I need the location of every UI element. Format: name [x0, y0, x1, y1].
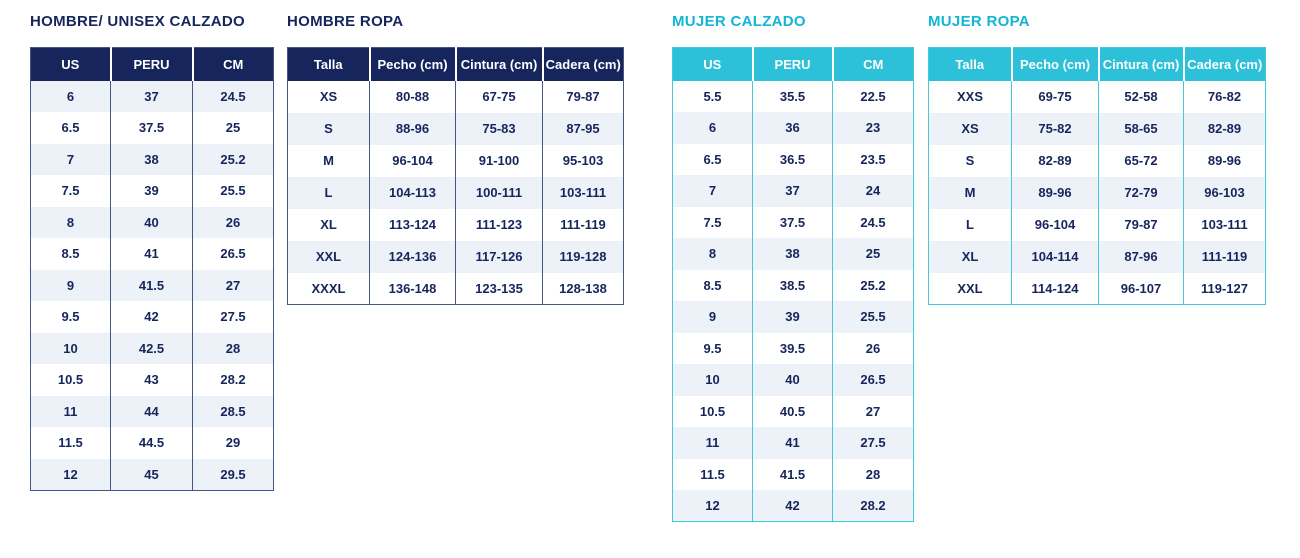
table-cell: 28 — [865, 466, 881, 482]
table-cell: 79-87 — [1099, 209, 1184, 241]
table-row — [288, 113, 624, 145]
table-cell: 82-89 — [1012, 145, 1099, 177]
column-header: Cadera (cm) — [543, 48, 624, 81]
header-row — [673, 48, 914, 81]
table-cell: 117-126 — [456, 241, 543, 273]
table-cell: 96-104 — [1012, 209, 1099, 241]
column-header: CM — [193, 48, 274, 81]
table-cell: 10.5 — [31, 364, 111, 396]
table-cell: XS — [929, 113, 1012, 145]
table-cell: 25.5 — [833, 301, 914, 333]
size-table — [672, 47, 914, 522]
table-cell: 41.5 — [753, 459, 833, 491]
table-cell: 28.2 — [833, 490, 914, 522]
table-cell: 41.5 — [111, 270, 193, 302]
table-cell: 26 — [193, 207, 274, 239]
table-cell: 75-83 — [456, 113, 543, 145]
table-cell: 96-103 — [1184, 177, 1266, 209]
table-cell: 42.5 — [111, 333, 193, 365]
table-row — [673, 175, 914, 207]
table-cell: 100-111 — [456, 177, 543, 209]
table-cell: 7.5 — [673, 207, 753, 239]
table-cell: 24 — [833, 175, 914, 207]
table-cell: 111-119 — [560, 217, 606, 232]
table-cell: 39 — [753, 301, 833, 333]
table-cell: 36.5 — [753, 144, 833, 176]
table-cell: 9 — [673, 301, 753, 333]
table-cell: 27 — [193, 270, 274, 302]
table-cell: 8.5 — [673, 270, 753, 302]
table-cell: 6 — [673, 112, 753, 144]
table-cell: 24.5 — [193, 81, 274, 113]
table-cell: 25 — [833, 238, 914, 270]
column-header: Cintura (cm) — [456, 48, 543, 81]
column-header: US — [673, 48, 753, 81]
table-cell: 27.5 — [220, 309, 246, 325]
table-cell: 87-96 — [1099, 241, 1184, 273]
table-cell: 6.5 — [31, 112, 111, 144]
table-cell: 9 — [31, 270, 111, 302]
table-row — [31, 270, 274, 302]
table-cell: 38 — [111, 144, 193, 176]
table-cell: 9.5 — [31, 301, 111, 333]
table-cell: 28.2 — [220, 372, 246, 388]
table-cell: 29.5 — [193, 459, 274, 491]
table-cell: 111-119 — [1184, 241, 1266, 273]
table-cell: 114-124 — [1012, 273, 1099, 305]
size-chart-mujer-ropa — [928, 12, 1266, 305]
table-row — [673, 81, 914, 113]
table-row — [929, 209, 1266, 241]
table-cell: 119-128 — [543, 241, 624, 273]
table-cell: 28.5 — [193, 396, 274, 428]
table-row — [31, 396, 274, 428]
table-cell: XS — [288, 81, 370, 113]
size-chart-hombre-unisex-calzado — [30, 12, 274, 491]
table-cell: 113-124 — [370, 209, 456, 241]
column-header: US — [31, 48, 111, 81]
table-row — [288, 273, 624, 305]
table-title: HOMBRE ROPA — [287, 13, 404, 30]
table-cell: 38.5 — [753, 270, 833, 302]
table-cell: 44.5 — [111, 427, 193, 459]
table-row — [288, 177, 624, 209]
table-row — [673, 427, 914, 459]
header-row — [288, 48, 624, 81]
size-chart-hombre-ropa — [287, 12, 624, 305]
table-row — [288, 241, 624, 273]
table-cell: 42 — [111, 301, 193, 333]
column-header: Talla — [288, 48, 370, 81]
column-header: Talla — [929, 48, 1012, 81]
table-row — [673, 238, 914, 270]
table-row — [929, 273, 1266, 305]
table-cell: 5.5 — [673, 81, 753, 113]
table-cell: 11 — [673, 427, 753, 459]
table-cell: 96-107 — [1099, 273, 1184, 305]
table-cell: XXL — [929, 273, 1012, 305]
table-cell: 119-127 — [1201, 280, 1248, 296]
size-chart-mujer-calzado — [672, 12, 914, 522]
table-cell: 44 — [111, 396, 193, 428]
table-cell: 10.5 — [673, 396, 753, 428]
table-cell: 27.5 — [833, 427, 914, 459]
table-cell: 136-148 — [370, 273, 456, 305]
table-row — [929, 241, 1266, 273]
table-cell: 52-58 — [1099, 81, 1184, 113]
column-header: CM — [833, 48, 914, 81]
table-row — [31, 301, 274, 333]
column-header: Pecho (cm) — [370, 48, 456, 81]
table-row — [31, 207, 274, 239]
table-cell: 26 — [865, 340, 881, 356]
table-cell: M — [929, 177, 1012, 209]
table-cell: 23.5 — [860, 151, 886, 167]
table-cell: 26.5 — [220, 246, 246, 262]
table-cell: 39.5 — [753, 333, 833, 365]
size-table — [30, 47, 274, 491]
table-cell: 10 — [31, 333, 111, 365]
table-row — [929, 81, 1266, 113]
table-cell: 43 — [111, 364, 193, 396]
table-cell: 11 — [31, 396, 111, 428]
table-cell: 88-96 — [370, 113, 456, 145]
table-row — [929, 177, 1266, 209]
table-cell: 37.5 — [111, 112, 193, 144]
table-cell: 87-95 — [543, 113, 624, 145]
table-row — [673, 396, 914, 428]
table-row — [31, 175, 274, 207]
table-row — [673, 301, 914, 333]
table-title: MUJER CALZADO — [672, 13, 806, 30]
table-cell: 24.5 — [860, 214, 886, 230]
table-cell: 29 — [225, 435, 241, 451]
column-header: Pecho (cm) — [1012, 48, 1099, 81]
table-cell: 65-72 — [1099, 145, 1184, 177]
table-cell: XL — [929, 241, 1012, 273]
table-row — [31, 81, 274, 113]
table-row — [31, 112, 274, 144]
table-cell: M — [288, 145, 370, 177]
table-cell: 36 — [753, 112, 833, 144]
table-cell: 95-103 — [562, 153, 604, 168]
table-cell: 40 — [753, 364, 833, 396]
table-cell: 12 — [673, 490, 753, 522]
column-header: PERU — [111, 48, 193, 81]
table-cell: 45 — [111, 459, 193, 491]
table-cell: 9.5 — [673, 333, 753, 365]
table-cell: 35.5 — [753, 81, 833, 113]
table-cell: S — [929, 145, 1012, 177]
table-cell: 69-75 — [1012, 81, 1099, 113]
table-cell: 91-100 — [456, 145, 543, 177]
table-cell: 79-87 — [566, 89, 600, 104]
table-cell: 89-96 — [1012, 177, 1099, 209]
table-title: HOMBRE/ UNISEX CALZADO — [30, 13, 245, 30]
table-cell: 37 — [753, 175, 833, 207]
table-cell: 72-79 — [1099, 177, 1184, 209]
table-cell: 37.5 — [753, 207, 833, 239]
table-cell: 123-135 — [456, 273, 543, 305]
table-cell: 25.5 — [220, 183, 246, 199]
table-cell: 11.5 — [31, 427, 111, 459]
table-cell: 22.5 — [860, 88, 886, 104]
column-header: Cadera (cm) — [1184, 48, 1266, 81]
table-cell: 75-82 — [1012, 113, 1099, 145]
table-cell: 6.5 — [673, 144, 753, 176]
table-row — [673, 490, 914, 522]
table-cell: 12 — [31, 459, 111, 491]
table-row — [31, 459, 274, 491]
table-cell: 40.5 — [753, 396, 833, 428]
table-cell: 40 — [111, 207, 193, 239]
table-cell: 8 — [673, 238, 753, 270]
table-cell: 7 — [673, 175, 753, 207]
table-cell: 128-138 — [559, 280, 607, 296]
table-cell: 27 — [865, 403, 881, 419]
table-row — [31, 427, 274, 459]
table-cell: 10 — [673, 364, 753, 396]
table-cell: 124-136 — [370, 241, 456, 273]
table-cell: 89-96 — [1207, 153, 1242, 168]
table-cell: 96-104 — [370, 145, 456, 177]
table-cell: 26.5 — [833, 364, 914, 396]
table-cell: L — [288, 177, 370, 209]
table-cell: XXL — [288, 241, 370, 273]
table-cell: 25.2 — [193, 144, 274, 176]
table-row — [673, 459, 914, 491]
table-cell: S — [288, 113, 370, 145]
table-row — [673, 333, 914, 365]
table-row — [673, 207, 914, 239]
column-header: PERU — [753, 48, 833, 81]
table-cell: XL — [288, 209, 370, 241]
table-row — [929, 145, 1266, 177]
table-cell: 6 — [31, 81, 111, 113]
table-row — [31, 333, 274, 365]
table-cell: 8.5 — [31, 238, 111, 270]
table-cell: 104-114 — [1012, 241, 1099, 273]
table-cell: 38 — [753, 238, 833, 270]
table-cell: 82-89 — [1184, 113, 1266, 145]
table-cell: XXXL — [288, 273, 370, 305]
table-cell: 42 — [753, 490, 833, 522]
table-row — [673, 144, 914, 176]
table-row — [31, 238, 274, 270]
table-cell: 41 — [111, 238, 193, 270]
table-cell: 76-82 — [1207, 89, 1242, 104]
table-cell: 80-88 — [370, 81, 456, 113]
table-cell: 41 — [753, 427, 833, 459]
table-cell: 28 — [193, 333, 274, 365]
table-cell: 23 — [833, 112, 914, 144]
table-row — [31, 144, 274, 176]
size-table — [928, 47, 1266, 305]
table-cell: 111-123 — [456, 209, 543, 241]
table-row — [673, 270, 914, 302]
table-cell: XXS — [929, 81, 1012, 113]
table-cell: 7 — [31, 144, 111, 176]
header-row — [31, 48, 274, 81]
table-cell: 37 — [111, 81, 193, 113]
table-cell: L — [929, 209, 1012, 241]
table-cell: 104-113 — [370, 177, 456, 209]
table-row — [673, 364, 914, 396]
table-title: MUJER ROPA — [928, 13, 1030, 30]
table-cell: 8 — [31, 207, 111, 239]
table-row — [288, 209, 624, 241]
column-header: Cintura (cm) — [1099, 48, 1184, 81]
table-cell: 7.5 — [31, 175, 111, 207]
table-cell: 25 — [225, 120, 241, 136]
table-cell: 103-111 — [543, 177, 624, 209]
table-cell: 58-65 — [1099, 113, 1184, 145]
table-cell: 39 — [111, 175, 193, 207]
table-cell: 103-111 — [1201, 217, 1248, 232]
table-cell: 67-75 — [456, 81, 543, 113]
size-table — [287, 47, 624, 305]
header-row — [929, 48, 1266, 81]
table-row — [673, 112, 914, 144]
table-row — [929, 113, 1266, 145]
table-row — [288, 145, 624, 177]
table-row — [288, 81, 624, 113]
table-row — [31, 364, 274, 396]
table-cell: 25.2 — [860, 277, 886, 293]
table-cell: 11.5 — [673, 459, 753, 491]
